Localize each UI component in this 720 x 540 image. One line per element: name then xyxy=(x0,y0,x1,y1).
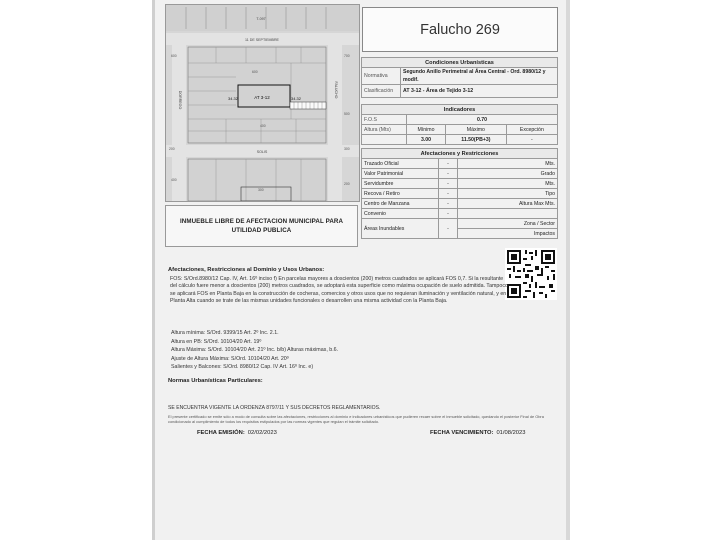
affectation-unit: Mts. xyxy=(458,159,558,169)
affectations-table xyxy=(361,148,558,239)
affectation-label: Servidumbre xyxy=(362,179,439,189)
minimo-value: 3.00 xyxy=(407,135,446,145)
excepcion-label: Excepción xyxy=(506,125,557,135)
map-street-top: 11 DE SEPTIEMBRE xyxy=(245,38,279,42)
altura-label: Altura (Mts) xyxy=(362,125,407,135)
map-plot-label: AT 3-12 xyxy=(254,95,270,100)
maximo-value: 11.50(PB+3) xyxy=(446,135,507,145)
expiry-value: 01/08/2023 xyxy=(496,430,526,436)
clasificacion-label: Clasificación xyxy=(362,85,401,98)
maximo-label: Máximo xyxy=(446,125,507,135)
regulation-item: Altura mínima: S/Ord. 9399/15 Art. 2º Inc. 2.1. xyxy=(171,330,279,336)
affectation-value: - xyxy=(439,219,458,239)
normativa-label: Normativa xyxy=(362,68,401,85)
public-utility-notice xyxy=(165,205,358,247)
map-code-r: 300 xyxy=(258,188,264,192)
affectation-unit xyxy=(458,209,558,219)
indicators-table xyxy=(361,104,558,145)
affectation-label: Convenio xyxy=(362,209,439,219)
affectation-unit: Grado xyxy=(458,169,558,179)
paper-edge-right xyxy=(566,0,570,540)
emission-value: 02/02/2023 xyxy=(247,430,277,436)
fos-paragraph: FOS: S/Ord.8980/12 Cap. IV, Art. 16º inciso f) En parcelas mayores a doscientos (200) metros cuadrados se aplicará FOS 0,7. Si la resultante del cálculo fuere menor a doscientos (200) metros cuadrados, se adoptará esta superficie como máxima ocupación de suelo admitida. Tampoco se aplicará FOS en Planta Baja en la construcción de cocheras, comercios y otros usos que no requieran iluminación y ventilación natural, y en Planta Alta cuando se trate de las mismas unidades funcionales o desarrollen una misma actividad con la Planta Baja. xyxy=(170,276,508,305)
map-code: 400 xyxy=(171,178,177,182)
fos-label: F.O.S xyxy=(362,115,407,125)
cadastral-map xyxy=(165,4,360,202)
normativa-value: Segundo Anillo Perimetral al Área Central - Ord. 8980/12 y modif. xyxy=(401,68,558,85)
qr-code xyxy=(505,248,557,300)
restrictions-title: Afectaciones, Restricciones al Dominio y Usos Urbanos: xyxy=(168,267,325,273)
map-code: 700 xyxy=(344,54,350,58)
map-code-r: 200 xyxy=(344,182,350,186)
map-code-r: 300 xyxy=(344,147,350,151)
map-dim-right: 34.32 xyxy=(291,96,302,101)
emission-label: FECHA EMISIÓN: xyxy=(197,430,245,436)
clasificacion-value: AT 3-12 - Área de Tejido 3-12 xyxy=(401,85,558,98)
expiry-label: FECHA VENCIMIENTO: xyxy=(430,430,494,436)
map-street-right: FALUCHO xyxy=(334,81,338,99)
minimo-label: Mínimo xyxy=(407,125,446,135)
notice-text: INMUEBLE LIBRE DE AFECTACION MUNICIPAL PARA UTILIDAD PUBLICA xyxy=(179,218,344,234)
affectation-value: - xyxy=(439,189,458,199)
affectation-unit: Altura Max Mts. xyxy=(458,199,558,209)
map-code-r: 600 xyxy=(252,70,258,74)
conditions-header: Condiciones Urbanísticas xyxy=(362,58,558,68)
regulations-list xyxy=(171,329,338,372)
regulation-item: Altura en PB: S/Ord. 10104/20 Art. 19º xyxy=(171,338,262,345)
map-street-bottom: SOLIS xyxy=(256,150,268,154)
affectation-unit: Impactos xyxy=(458,229,558,239)
affectation-unit: Zona / Sector xyxy=(458,219,558,229)
regulation-item: Salientes y Balcones: S/Ord. 8980/12 Cap. IV Art. 16º Inc. e) xyxy=(171,364,314,371)
map-code: 500 xyxy=(344,112,350,116)
map-dim-left: 34.32 xyxy=(228,96,239,101)
particular-norms-title: Normas Urbanísticas Particulares: xyxy=(168,378,263,384)
expiry-date xyxy=(430,430,525,436)
fos-value: 0.70 xyxy=(407,115,558,125)
address-title: Falucho 269 xyxy=(420,21,500,38)
affectation-value: - xyxy=(439,199,458,209)
regulation-item: Altura Máxima: S/Ord. 10104/20 Art. 21º Inc. b/b) Alturas máximas, b.6. xyxy=(171,347,339,354)
map-marker-top: T-097 xyxy=(256,17,266,21)
affectations-header: Afectaciones y Restricciones xyxy=(362,149,558,159)
map-code: 600 xyxy=(171,54,177,58)
excepcion-value: - xyxy=(506,135,557,145)
affectation-value: - xyxy=(439,159,458,169)
regulation-item: Ajuste de Altura Máxima: S/Ord. 10104/20 Art. 20º xyxy=(171,355,289,362)
affectation-value: - xyxy=(439,209,458,219)
address-box xyxy=(362,7,558,52)
affectation-label: Valor Patrimonial xyxy=(362,169,439,179)
affectation-label: Centro de Manzana xyxy=(362,199,439,209)
affectation-value: - xyxy=(439,179,458,189)
affectation-label: Áreas Inundables xyxy=(362,219,439,239)
map-code-r: 400 xyxy=(260,124,266,128)
affectation-label: Trazado Oficial xyxy=(362,159,439,169)
map-code-r: 200 xyxy=(169,147,175,151)
vigente-notice: SE ENCUENTRA VIGENTE LA ORDENZA 8797/11 Y SUS DECRETOS REGLAMENTARIOS. xyxy=(168,405,381,411)
affectation-value: - xyxy=(439,169,458,179)
indicators-header: Indicadores xyxy=(362,105,558,115)
affectation-label: Recova / Retiro xyxy=(362,189,439,199)
emission-date xyxy=(197,430,277,436)
fine-print: El presente certificado se emite sólo a modo de consulta sobre las afectaciones, restricciones al dominio e indicadores urbanísticos que pudieren recaer sobre el inmueble solicitado, quedando el posterior Final de Obra condicionado al cumplimiento de todos los requisitos estipulados por las normas vigentes que regulan el trámite solicitado. xyxy=(168,414,544,425)
conditions-table xyxy=(361,57,558,98)
affectation-unit: Tipo xyxy=(458,189,558,199)
affectation-unit: Mts. xyxy=(458,179,558,189)
map-street-left: DORREGO xyxy=(178,90,182,110)
